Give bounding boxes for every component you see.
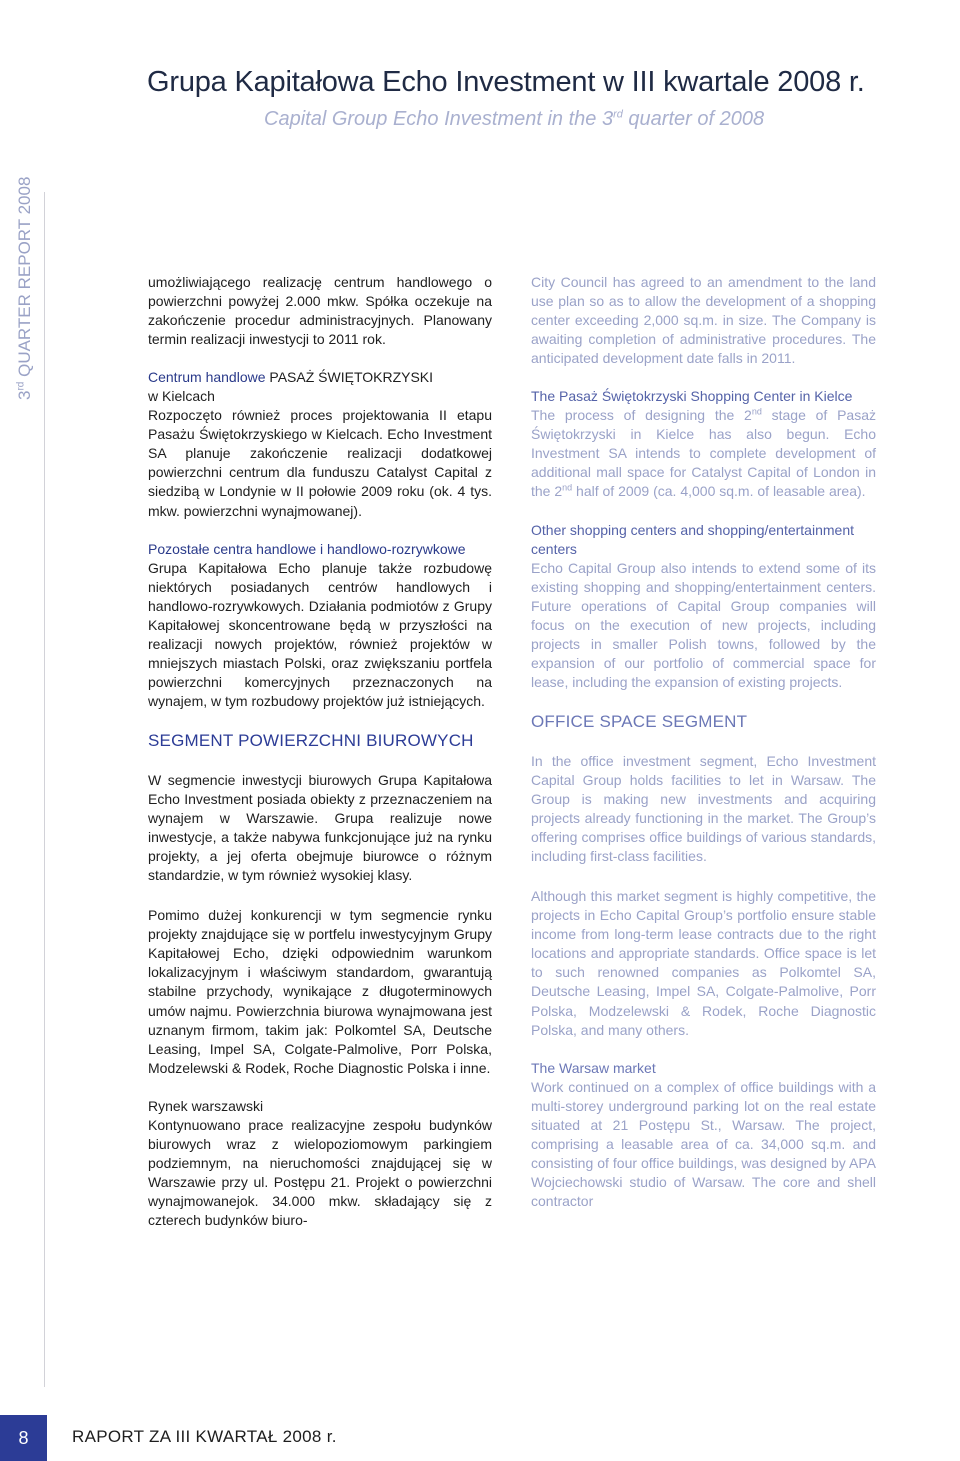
paragraph: Rozpoczęto również proces projektowania II etapu Pasażu Świętokrzyskiego w Kielcach. Echo Investment SA planuje zakończenie realizacji dodatkowej powierzchni centrum dla funduszu Catalyst Capital z siedzibą w Londynie w II połowie 2009 roku (ok. 4 tys. mkw. powierzchni wynajmowanej). (148, 407, 492, 519)
page-number: 8 (0, 1415, 47, 1461)
polish-column (148, 273, 492, 1230)
section-heading-other-centers: Other shopping centers and shopping/entertainment centers (531, 521, 854, 557)
section-heading-warsaw: The Warsaw market (531, 1059, 656, 1076)
paragraph: The process of designing the 2nd stage of Pasaż Świętokrzyski in Kielce has also begun. Echo Investment SA intends to complete development of additional mall space for Catalyst Capital of London in the 2nd half of 2009 (ca. 4,000 sq.m. of leasable area). (531, 406, 876, 500)
section-heading-pasaz: Centrum handlowe PASAŻ ŚWIĘTOKRZYSKI w Kielcach (148, 369, 434, 405)
paragraph: Echo Capital Group also intends to extend some of its existing shopping and shopping/entertainment centers. Future operations of Capital Group companies will focus on the execution of new projects, including projects in smaller Polish towns, followed by the expansion of our portfolio of commercial space for lease, including the expansion of existing projects. (531, 559, 876, 690)
paragraph: umożliwiającego realizację centrum handlowego o powierzchni powyżej 2.000 mkw. Spółka oczekuje na zakończenie procedur administracyjnych. Planowany termin realizacji inwestycji to 2011 rok. (148, 274, 492, 348)
section-heading-warsaw: Rynek warszawski (148, 1097, 264, 1114)
paragraph: Grupa Kapitałowa Echo planuje także rozbudowę niektórych posiadanych centrów handlowych i handlowo-rozrywkowych. Działania podmiotów z Grupy Kapitałowej skoncentrowane będą w przyszłości na realizacji nowych projektów, również projektów w mniejszych miastach Polski, oraz zwiększaniu portfela powierzchni komercyjnych przeznaczonych na wynajem, w tym rozbudowy projektów już istniejących. (148, 559, 492, 709)
section-heading-pasaz: The Pasaż Świętokrzyski Shopping Center in Kielce (531, 388, 853, 405)
english-column (531, 273, 876, 1211)
paragraph: Although this market segment is highly competitive, the projects in Echo Capital Group’s portfolio ensure stable income from long-term lease contracts due to the right locations and appropriate standards. Office space is let to such renowned companies as Polkomtel SA, Deutsche Leasing, Impel SA, Colgate-Palmolive, Porr Polska, Modzelewski & Rodek, Roche Diagnostic Polska, and many others. (531, 888, 876, 1038)
page-title: Grupa Kapitałowa Echo Investment w III kwartale 2008 r. (147, 66, 865, 98)
section-heading-other-centers: Pozostałe centra handlowe i handlowo-rozrywkowe (148, 540, 466, 557)
paragraph: In the office investment segment, Echo Investment Capital Group holds facilities to let in Warsaw. The Group is making new investments and acquiring projects already functioning in the market. The Group’s offering comprises office buildings of various standards, including first-class facilities. (531, 752, 876, 865)
sidebar-report-label: 3rd QUARTER REPORT 2008 (15, 176, 34, 400)
segment-heading: SEGMENT POWIERZCHNI BIUROWYCH (148, 730, 474, 750)
paragraph: Pomimo dużej konkurencji w tym segmencie rynku projekty znajdujące się w portfelu inwestycyjnym Grupy Kapitałowej Echo, dzięki odpowiednim warunkom lokalizacyjnym i właściwym standardom, gwarantują stabilne przychody, wynikające z długoterminowych umów najmu. Powierzchnia biurowa wynajmowana jest uznanym firmom, takim jak: Polkomtel SA, Deutsche Leasing, Impel SA, Colgate-Palmolive, Porr Polska, Modzelewski & Rodek, Roche Diagnostic Polska i inne. (148, 907, 492, 1076)
paragraph: Work continued on a complex of office buildings with a multi-storey underground parking lot on the real estate situated at 21 Postępu St., Warsaw. The project, comprising a leasable area of ca. 34,000 sq.m. and consisting of four office buildings, was designed by APA Wojciechowski studio of Warsaw. The core and shell contractor (531, 1078, 876, 1209)
paragraph: City Council has agreed to an amendment to the land use plan so as to allow the development of a shopping center exceeding 2,000 sq.m. in size. The Company is awaiting completion of administrative procedures. The anticipated development date falls in 2011. (531, 274, 876, 367)
footer-report-label: RAPORT ZA III KWARTAŁ 2008 r. (72, 1427, 337, 1446)
segment-heading: OFFICE SPACE SEGMENT (531, 711, 748, 731)
vertical-divider (44, 192, 45, 1387)
paragraph: W segmencie inwestycji biurowych Grupa Kapitałowa Echo Investment posiada obiekty z przeznaczeniem na wynajem w Warszawie. Grupa realizuje nowe inwestycje, a także nabywa funkcjonujące już na rynku projekty, a jej oferta obejmuje biurowce o różnym standardzie, w tym również wysokiej klasy. (148, 771, 492, 884)
paragraph: Kontynuowano prace realizacyjne zespołu budynków biurowych wraz z wielopoziomowym parkingiem podziemnym, na nieruchomości znajdującej się w Warszawie przy ul. Postępu 21. Projekt o powierzchni wynajmowanejok. 34.000 mkw. składający się z czterech budynków biuro- (148, 1116, 492, 1228)
page-subtitle: Capital Group Echo Investment in the 3rd quarter of 2008 (264, 108, 765, 130)
